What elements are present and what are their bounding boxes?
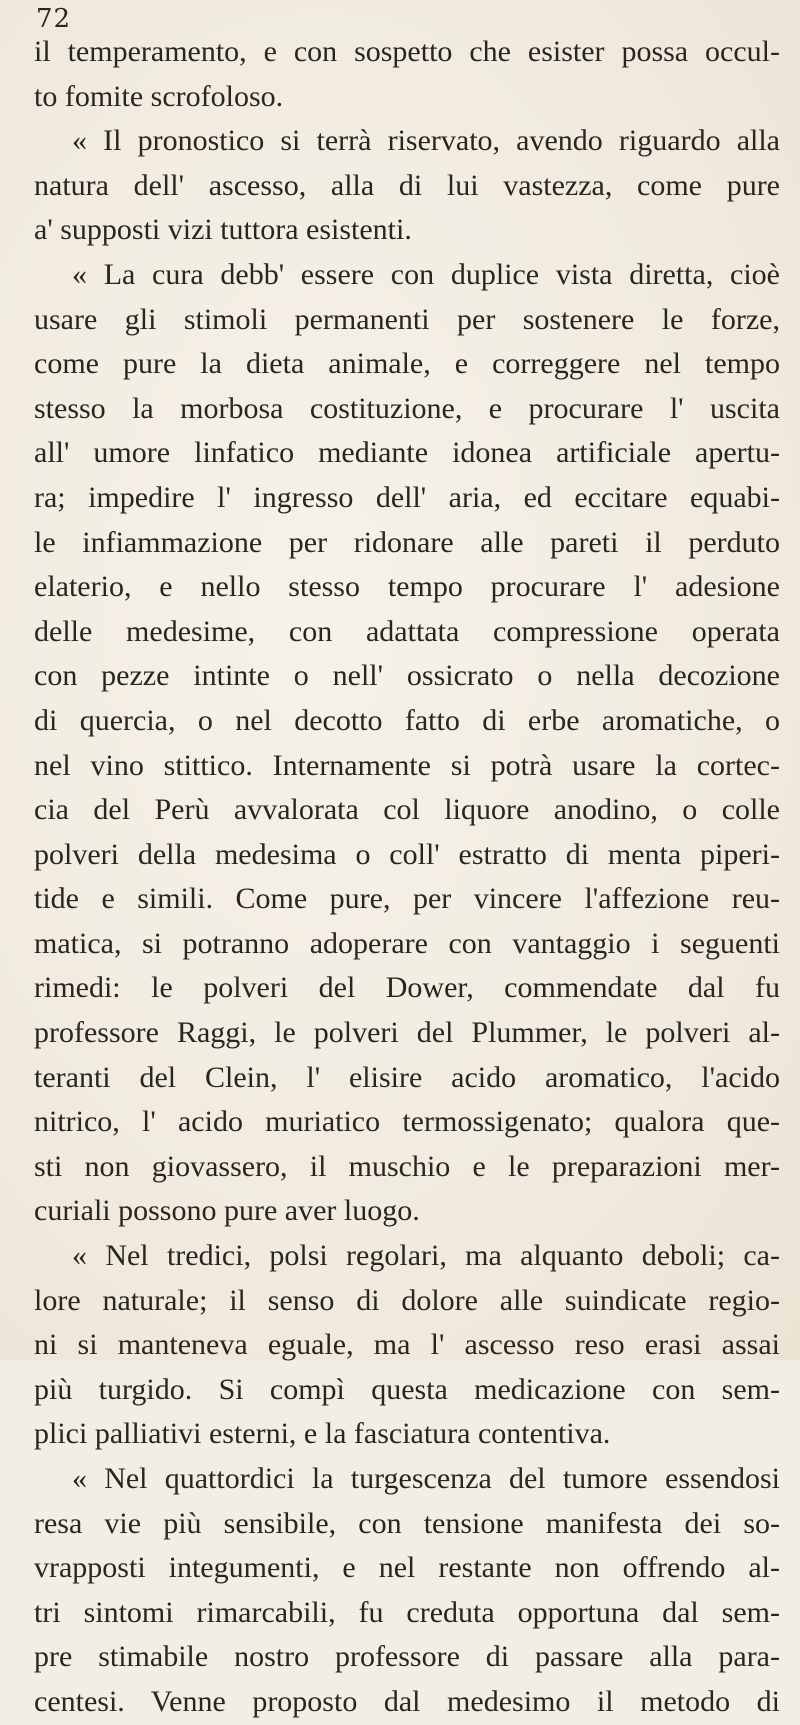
text-line: vrapposti integumenti, e nel restante non offrendo al- (34, 1551, 780, 1585)
body-text (34, 30, 780, 1725)
text-line: professore Raggi, le polveri del Plummer, le polveri al- (34, 1016, 780, 1050)
text-line: natura dell' ascesso, alla di lui vastezza, come pure (34, 168, 780, 202)
text-line: di quercia, o nel decotto fatto di erbe aromatiche, o (34, 703, 780, 737)
text-line: « La cura debb' essere con duplice vista diretta, cioè (72, 257, 780, 291)
text-line: delle medesime, con adattata compressione operata (34, 614, 780, 648)
text-line: come pure la dieta animale, e correggere nel tempo (34, 347, 780, 381)
text-line: stesso la morbosa costituzione, e procurare l' uscita (34, 391, 780, 425)
text-line: più turgido. Si compì questa medicazione con sem- (34, 1372, 780, 1406)
text-line: ni si manteneva eguale, ma l' ascesso reso erasi assai (34, 1328, 780, 1362)
text-line: plici palliativi esterni, e la fasciatura contentiva. (34, 1417, 611, 1451)
text-line: pre stimabile nostro professore di passare alla para- (34, 1640, 780, 1674)
text-line: matica, si potranno adoperare con vantaggio i seguenti (34, 926, 780, 960)
text-line: nitrico, l' acido muriatico termossigenato; qualora que- (34, 1105, 780, 1139)
text-line: a' supposti vizi tuttora esistenti. (34, 213, 412, 247)
text-line: « Nel tredici, polsi regolari, ma alquanto deboli; ca- (72, 1239, 780, 1273)
text-line: il temperamento, e con sospetto che esister possa occul- (34, 35, 780, 68)
text-line: le infiammazione per ridonare alle pareti il perduto (34, 525, 780, 559)
text-line: ra; impedire l' ingresso dell' aria, ed eccitare equabi- (34, 480, 780, 514)
text-line: rimedi: le polveri del Dower, commendate dal fu (34, 971, 780, 1005)
text-line: lore naturale; il senso di dolore alle suindicate regio- (34, 1283, 780, 1317)
text-line: teranti del Clein, l' elisire acido aromatico, l'acido (34, 1060, 780, 1094)
page-number: 72 (36, 4, 72, 34)
text-line: sti non giovassero, il muschio e le preparazioni mer- (34, 1149, 780, 1183)
text-line: nel vino stittico. Internamente si potrà usare la cortec- (34, 748, 780, 782)
text-line: polveri della medesima o coll' estratto di menta piperi- (34, 837, 780, 871)
text-line: con pezze intinte o nell' ossicrato o nella decozione (34, 659, 780, 693)
text-line: to fomite scrofoloso. (34, 79, 284, 113)
text-line: resa vie più sensibile, con tensione manifesta dei so- (34, 1506, 780, 1540)
text-line: centesi. Venne proposto dal medesimo il metodo di (34, 1684, 780, 1718)
text-line: « Il pronostico si terrà riservato, avendo riguardo alla (72, 124, 780, 158)
text-line: curiali possono pure aver luogo. (34, 1194, 420, 1228)
text-line: tide e simili. Come pure, per vincere l'affezione reu- (34, 882, 780, 916)
text-line: « Nel quattordici la turgescenza del tumore essendosi (72, 1462, 780, 1495)
text-line: cia del Perù avvalorata col liquore anodino, o colle (34, 793, 780, 827)
text-line: usare gli stimoli permanenti per sostenere le forze, (34, 302, 780, 336)
text-line: elaterio, e nello stesso tempo procurare l' adesione (34, 570, 780, 604)
text-line: tri sintomi rimarcabili, fu creduta opportuna dal sem- (34, 1595, 780, 1629)
text-line: all' umore linfatico mediante idonea artificiale apertu- (34, 436, 780, 470)
